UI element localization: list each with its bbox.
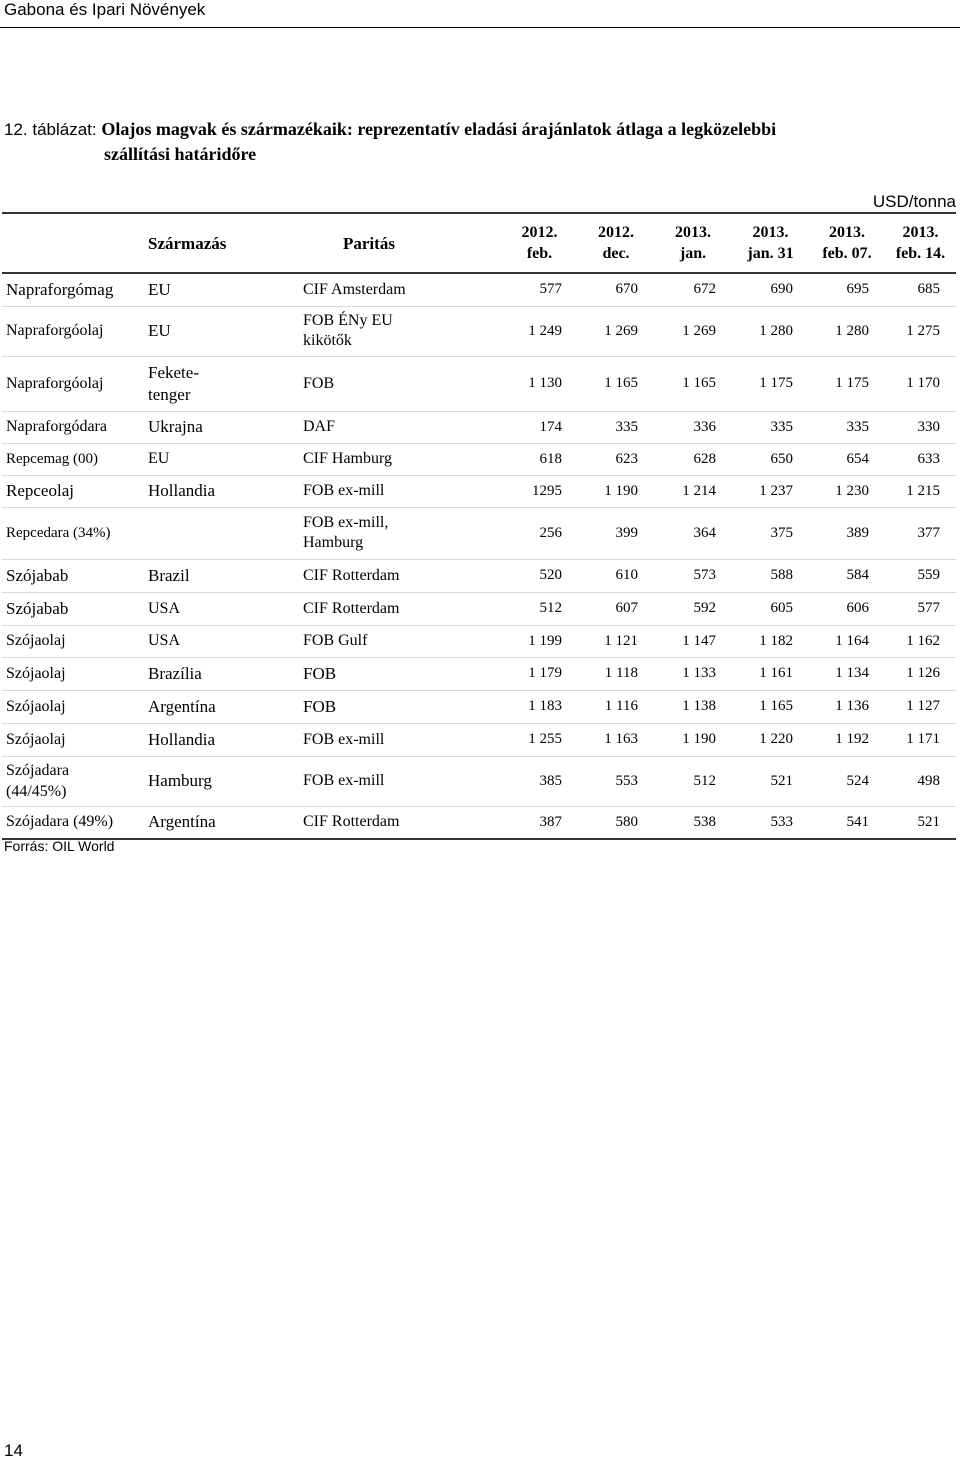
- row-value: 1 220: [732, 723, 809, 756]
- row-value: 498: [885, 756, 956, 806]
- unit-label: USD/tonna: [872, 192, 956, 211]
- row-value: 606: [809, 592, 885, 625]
- table-row: [2, 657, 956, 690]
- row-value: 377: [885, 507, 956, 559]
- row-parity: CIF Rotterdam: [303, 592, 501, 625]
- row-product: Napraforgómag: [2, 273, 148, 306]
- table-row: [2, 273, 956, 306]
- row-value: 1 126: [885, 657, 956, 690]
- row-origin: EU: [148, 443, 303, 475]
- row-value: 592: [654, 592, 732, 625]
- price-table: [2, 212, 956, 840]
- row-product: Repceolaj: [2, 475, 148, 507]
- row-parity: FOB ex-mill: [303, 475, 501, 507]
- row-value: 584: [809, 559, 885, 592]
- row-product: Szójabab: [2, 592, 148, 625]
- row-value: 559: [885, 559, 956, 592]
- row-value: 541: [809, 806, 885, 839]
- table-number: 12. táblázat:: [4, 120, 97, 139]
- row-value: 1 215: [885, 475, 956, 507]
- row-value: 1 147: [654, 625, 732, 657]
- running-header: Gabona és Ipari Növények: [4, 0, 206, 19]
- row-value: 623: [578, 443, 654, 475]
- row-value: 1 275: [885, 306, 956, 356]
- row-parity: CIF Amsterdam: [303, 273, 501, 306]
- table-row: [2, 306, 956, 356]
- row-value: 1 161: [732, 657, 809, 690]
- row-parity: FOB ÉNy EU kikötők: [303, 306, 501, 356]
- row-origin: Hollandia: [148, 475, 303, 507]
- row-value: 580: [578, 806, 654, 839]
- row-value: 1 182: [732, 625, 809, 657]
- row-product: Szójabab: [2, 559, 148, 592]
- row-parity: CIF Hamburg: [303, 443, 501, 475]
- row-value: 553: [578, 756, 654, 806]
- table-row: [2, 411, 956, 443]
- table-row: [2, 559, 956, 592]
- row-value: 389: [809, 507, 885, 559]
- row-value: 1 214: [654, 475, 732, 507]
- row-value: 685: [885, 273, 956, 306]
- row-value: 605: [732, 592, 809, 625]
- row-origin: USA: [148, 592, 303, 625]
- row-product: Szójaolaj: [2, 625, 148, 657]
- row-value: 1 280: [809, 306, 885, 356]
- row-value: 1 134: [809, 657, 885, 690]
- row-origin: [148, 507, 303, 559]
- row-origin: EU: [148, 273, 303, 306]
- row-value: 335: [578, 411, 654, 443]
- row-value: 521: [885, 806, 956, 839]
- row-value: 1 164: [809, 625, 885, 657]
- row-value: 672: [654, 273, 732, 306]
- row-origin: Hollandia: [148, 723, 303, 756]
- row-value: 335: [732, 411, 809, 443]
- row-parity: FOB ex-mill, Hamburg: [303, 507, 501, 559]
- row-value: 387: [501, 806, 578, 839]
- row-value: 1295: [501, 475, 578, 507]
- row-parity: FOB ex-mill: [303, 756, 501, 806]
- table-caption-line2: szállítási határidőre: [104, 144, 257, 164]
- row-value: 1 249: [501, 306, 578, 356]
- header-row: [2, 213, 956, 273]
- row-value: 618: [501, 443, 578, 475]
- row-value: 1 130: [501, 356, 578, 411]
- table-row: [2, 443, 956, 475]
- row-product: Napraforgódara: [2, 411, 148, 443]
- row-origin: Ukrajna: [148, 411, 303, 443]
- row-value: 1 255: [501, 723, 578, 756]
- row-parity: FOB ex-mill: [303, 723, 501, 756]
- table-title: [4, 117, 954, 167]
- header-rule: [0, 27, 960, 28]
- row-value: 1 237: [732, 475, 809, 507]
- row-value: 633: [885, 443, 956, 475]
- row-value: 1 165: [732, 690, 809, 723]
- row-value: 1 190: [654, 723, 732, 756]
- row-origin: USA: [148, 625, 303, 657]
- row-product: Szójaolaj: [2, 657, 148, 690]
- row-value: 588: [732, 559, 809, 592]
- row-value: 1 136: [809, 690, 885, 723]
- header-product: [2, 213, 148, 273]
- row-value: 512: [501, 592, 578, 625]
- row-value: 399: [578, 507, 654, 559]
- table-row: [2, 756, 956, 806]
- row-value: 174: [501, 411, 578, 443]
- row-value: 1 179: [501, 657, 578, 690]
- table-caption-line1: Olajos magvak és származékaik: reprezentatív eladási árajánlatok átlaga a legközelebbi: [101, 119, 777, 139]
- row-value: 610: [578, 559, 654, 592]
- row-value: 524: [809, 756, 885, 806]
- header-period: 2013. feb. 14.: [885, 213, 956, 273]
- row-value: 573: [654, 559, 732, 592]
- row-value: 1 175: [809, 356, 885, 411]
- row-value: 1 127: [885, 690, 956, 723]
- row-value: 520: [501, 559, 578, 592]
- row-value: 690: [732, 273, 809, 306]
- row-parity: FOB Gulf: [303, 625, 501, 657]
- row-value: 521: [732, 756, 809, 806]
- row-value: 1 175: [732, 356, 809, 411]
- row-value: 1 183: [501, 690, 578, 723]
- page-number: 14: [4, 1441, 23, 1460]
- row-value: 1 165: [578, 356, 654, 411]
- source-note: Forrás: OIL World: [4, 838, 115, 854]
- row-product: Napraforgóolaj: [2, 306, 148, 356]
- row-origin: EU: [148, 306, 303, 356]
- row-value: 335: [809, 411, 885, 443]
- header-period: 2012. dec.: [578, 213, 654, 273]
- row-value: 1 163: [578, 723, 654, 756]
- row-value: 577: [501, 273, 578, 306]
- row-value: 1 190: [578, 475, 654, 507]
- row-value: 628: [654, 443, 732, 475]
- row-value: 654: [809, 443, 885, 475]
- header-period: 2013. feb. 07.: [809, 213, 885, 273]
- row-value: 1 118: [578, 657, 654, 690]
- header-period: 2013. jan. 31: [732, 213, 809, 273]
- row-parity: FOB: [303, 690, 501, 723]
- row-value: 1 230: [809, 475, 885, 507]
- row-product: Szójadara (44/45%): [2, 756, 148, 806]
- row-product: Repcemag (00): [2, 443, 148, 475]
- row-value: 1 165: [654, 356, 732, 411]
- row-parity: CIF Rotterdam: [303, 559, 501, 592]
- row-value: 375: [732, 507, 809, 559]
- row-origin: Brazília: [148, 657, 303, 690]
- row-value: 1 192: [809, 723, 885, 756]
- row-value: 1 162: [885, 625, 956, 657]
- row-value: 650: [732, 443, 809, 475]
- row-parity: FOB: [303, 657, 501, 690]
- table-row: [2, 723, 956, 756]
- row-origin: Fekete-tenger: [148, 356, 303, 411]
- row-origin: Argentína: [148, 806, 303, 839]
- row-value: 330: [885, 411, 956, 443]
- row-value: 607: [578, 592, 654, 625]
- row-parity: FOB: [303, 356, 501, 411]
- row-product: Szójaolaj: [2, 723, 148, 756]
- row-value: 336: [654, 411, 732, 443]
- table-row: [2, 507, 956, 559]
- row-product: Szójaolaj: [2, 690, 148, 723]
- row-value: 1 199: [501, 625, 578, 657]
- row-value: 1 138: [654, 690, 732, 723]
- header-parity: Paritás: [303, 213, 501, 273]
- row-value: 364: [654, 507, 732, 559]
- header-period: 2012. feb.: [501, 213, 578, 273]
- row-value: 533: [732, 806, 809, 839]
- row-product: Napraforgóolaj: [2, 356, 148, 411]
- table-row: [2, 356, 956, 411]
- row-value: 1 121: [578, 625, 654, 657]
- row-value: 670: [578, 273, 654, 306]
- header-period: 2013. jan.: [654, 213, 732, 273]
- row-value: 538: [654, 806, 732, 839]
- row-value: 1 116: [578, 690, 654, 723]
- row-product: Repcedara (34%): [2, 507, 148, 559]
- row-origin: Hamburg: [148, 756, 303, 806]
- row-value: 256: [501, 507, 578, 559]
- table-row: [2, 592, 956, 625]
- row-value: 385: [501, 756, 578, 806]
- row-parity: DAF: [303, 411, 501, 443]
- header-origin: Származás: [148, 213, 303, 273]
- table-row: [2, 475, 956, 507]
- row-origin: Argentína: [148, 690, 303, 723]
- row-value: 1 269: [578, 306, 654, 356]
- table-row: [2, 806, 956, 839]
- row-value: 695: [809, 273, 885, 306]
- row-value: 512: [654, 756, 732, 806]
- row-product: Szójadara (49%): [2, 806, 148, 839]
- table-row: [2, 625, 956, 657]
- row-origin: Brazil: [148, 559, 303, 592]
- row-parity: CIF Rotterdam: [303, 806, 501, 839]
- row-value: 1 133: [654, 657, 732, 690]
- row-value: 577: [885, 592, 956, 625]
- row-value: 1 171: [885, 723, 956, 756]
- table-row: [2, 690, 956, 723]
- row-value: 1 280: [732, 306, 809, 356]
- row-value: 1 269: [654, 306, 732, 356]
- row-value: 1 170: [885, 356, 956, 411]
